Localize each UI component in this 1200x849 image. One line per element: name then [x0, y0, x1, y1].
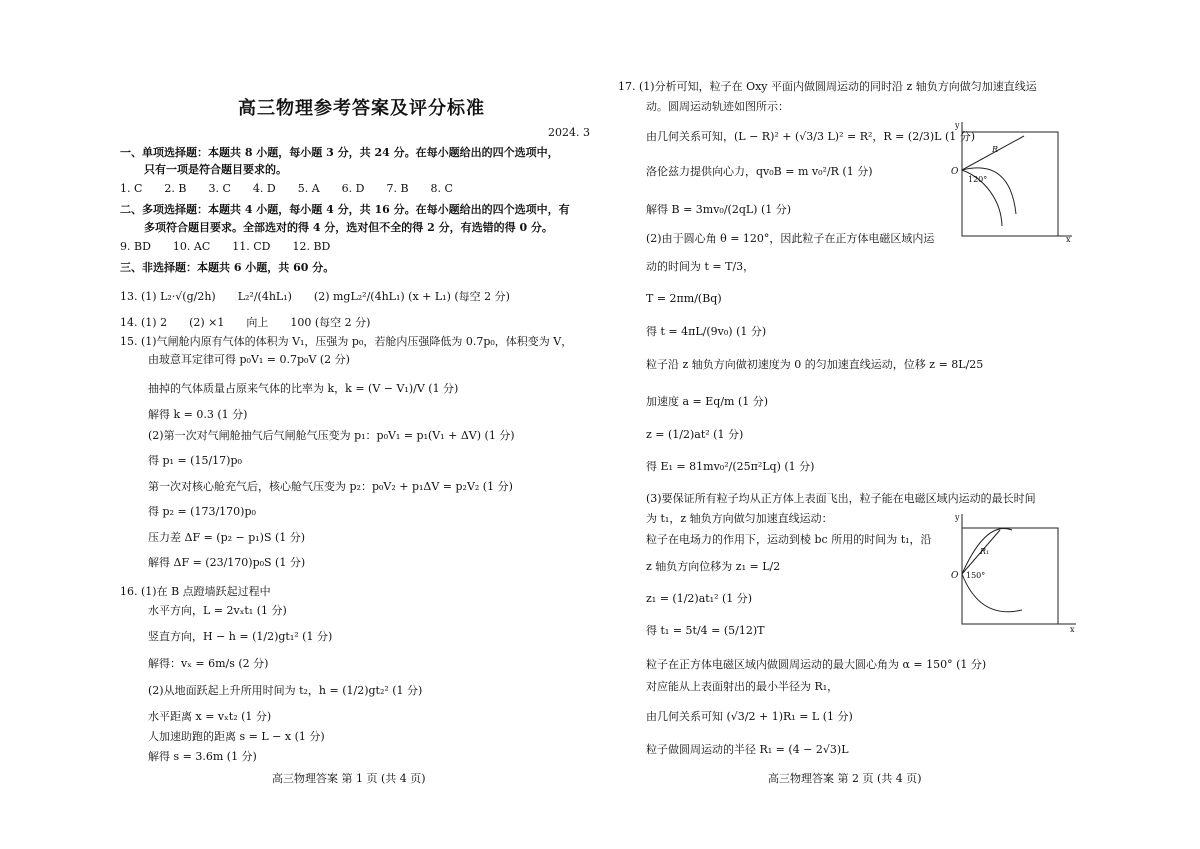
section-2-heading-cont: 多项符合题目要求。全部选对的得 4 分，选对但不全的得 2 分，有选错的得 0 分。: [144, 221, 553, 234]
q14-answer: 14. (1) 2 (2) ×1 向上 100 (每空 2 分): [120, 316, 371, 329]
q15-line-4: 解得 k = 0.3 (1 分): [148, 408, 248, 421]
fig2-origin-label: O: [951, 571, 959, 581]
fig1-radius-label: R: [992, 145, 999, 154]
q15-line-6: 得 p₁ = (15/17)p₀: [148, 454, 242, 467]
figure-120deg: [950, 118, 1076, 242]
page-footer: 高三物理答案 第 2 页 (共 4 页): [768, 772, 922, 785]
page-2: [618, 0, 1088, 849]
square-region: [962, 132, 1058, 236]
section-1-heading-cont: 只有一项是符合题目要求的。: [144, 163, 287, 176]
q15-line-9: 压力差 ΔF = (p₂ − p₁)S (1 分): [148, 531, 306, 544]
fig1-origin-label: O: [951, 167, 959, 177]
q17-line-2: 动。圆周运动轨迹如图所示：: [646, 100, 789, 113]
fig1-angle-label: 120°: [968, 175, 988, 184]
fig2-radius-label: R₁: [980, 547, 990, 556]
q16-line-4: 解得：vₓ = 6m/s (2 分): [148, 657, 269, 670]
fig2-x-label: x: [1070, 625, 1075, 634]
q17-line-1: 17. (1)分析可知，粒子在 Oxy 平面内做圆周运动的同时沿 z 轴负方向做匀加速直线运: [618, 80, 1037, 93]
section-3-heading: 三、非选择题：本题共 6 小题，共 60 分。: [120, 261, 335, 274]
fig1-y-label: y: [955, 121, 960, 130]
q17-line-3: 由几何关系可知，(L − R)² + (√3/3 L)² = R²，R = (2/3)L (1 分): [646, 130, 976, 143]
q17-line-10: 粒子沿 z 轴负方向做初速度为 0 的匀加速直线运动，位移 z = 8L/25: [646, 358, 984, 371]
q17-line-18: z₁ = (1/2)at₁² (1 分): [646, 592, 753, 605]
q16-line-6: 水平距离 x = vₓt₂ (1 分): [148, 710, 272, 723]
q17-line-9: 得 t = 4πL/(9v₀) (1 分): [646, 325, 767, 338]
q15-line-3: 抽掉的气体质量占原来气体的比率为 k，k = (V − V₁)/V (1 分): [148, 382, 459, 395]
q17-line-15: 为 t₁，z 轴负方向做匀加速直线运动：: [646, 512, 833, 525]
q16-line-1: 16. (1)在 B 点蹬墙跃起过程中: [120, 585, 271, 598]
q17-line-20: 粒子在正方体电磁区域内做圆周运动的最大圆心角为 α = 150° (1 分): [646, 658, 987, 671]
q15-line-10: 解得 ΔF = (23/170)p₀S (1 分): [148, 556, 306, 569]
page-1: [120, 0, 600, 849]
q15-line-1: 15. (1)气闸舱内原有气体的体积为 V₁，压强为 p₀，若舱内压强降低为 0.7p₀，体积变为 V，: [120, 335, 573, 348]
page-title: 高三物理参考答案及评分标准: [238, 98, 485, 119]
page-footer: 高三物理答案 第 1 页 (共 4 页): [272, 772, 426, 785]
fig2-angle-label: 150°: [966, 571, 986, 580]
q17-line-16: 粒子在电场力的作用下，运动到棱 bc 所用的时间为 t₁，沿: [646, 533, 932, 546]
fig1-x-label: x: [1066, 235, 1071, 242]
date: 2024. 3: [548, 126, 590, 139]
q16-line-2: 水平方向，L = 2vₓt₁ (1 分): [148, 604, 287, 617]
q15-line-8: 得 p₂ = (173/170)p₀: [148, 505, 256, 518]
q17-line-6: (2)由于圆心角 θ = 120°，因此粒子在正方体电磁区域内运: [646, 232, 935, 245]
figure-120deg-svg: [950, 118, 1076, 242]
q16-line-8: 解得 s = 3.6m (1 分): [148, 750, 257, 763]
q17-line-14: (3)要保证所有粒子均从正方体上表面飞出，粒子能在电磁区域内运动的最长时间: [646, 492, 1036, 505]
q17-line-5: 解得 B = 3mv₀/(2qL) (1 分): [646, 203, 792, 216]
answers-multi: 9. BD 10. AC 11. CD 12. BD: [120, 240, 331, 253]
q16-line-7: 人加速助跑的距离 s = L − x (1 分): [148, 730, 325, 743]
answers-single: 1. C 2. B 3. C 4. D 5. A 6. D 7. B 8. C: [120, 182, 453, 195]
q17-line-23: 粒子做圆周运动的半径 R₁ = (4 − 2√3)L: [646, 743, 849, 756]
q17-line-7: 动的时间为 t = T/3，: [646, 260, 755, 273]
q15-line-5: (2)第一次对气闸舱抽气后气闸舱气压变为 p₁：p₀V₁ = p₁(V₁ + ΔV) (1 分): [148, 429, 515, 442]
q17-line-12: z = (1/2)at² (1 分): [646, 428, 744, 441]
q17-line-8: T = 2πm/(Bq): [646, 292, 722, 305]
q15-line-2: 由玻意耳定律可得 p₀V₁ = 0.7p₀V (2 分): [148, 353, 350, 366]
q17-line-13: 得 E₁ = 81mv₀²/(25π²Lq) (1 分): [646, 460, 815, 473]
q17-line-19: 得 t₁ = 5t/4 = (5/12)T: [646, 624, 765, 637]
figure-150deg-svg: [950, 510, 1080, 634]
q13-answer: 13. (1) L₂·√(g/2h) L₂²/(4hL₁) (2) mgL₂²/(4hL₁) (x + L₁) (每空 2 分): [120, 290, 510, 303]
section-2-heading: 二、多项选择题：本题共 4 小题，每小题 4 分，共 16 分。在每小题给出的四个选项中，有: [120, 203, 570, 216]
q17-line-11: 加速度 a = Eq/m (1 分): [646, 395, 769, 408]
q17-line-4: 洛伦兹力提供向心力，qv₀B = m v₀²/R (1 分): [646, 165, 873, 178]
q15-line-7: 第一次对核心舱充气后，核心舱气压变为 p₂：p₀V₂ + p₁ΔV = p₂V₂ (1 分): [148, 480, 513, 493]
q17-line-17: z 轴负方向位移为 z₁ = L/2: [646, 560, 781, 573]
q16-line-5: (2)从地面跃起上升所用时间为 t₂，h = (1/2)gt₂² (1 分): [148, 684, 423, 697]
q17-line-21: 对应能从上表面射出的最小半径为 R₁，: [646, 680, 839, 693]
figure-150deg: [950, 510, 1080, 634]
q17-line-22: 由几何关系可知 (√3/2 + 1)R₁ = L (1 分): [646, 710, 853, 723]
fig2-y-label: y: [955, 513, 960, 522]
q16-line-3: 竖直方向，H − h = (1/2)gt₁² (1 分): [148, 630, 333, 643]
section-1-heading: 一、单项选择题：本题共 8 小题，每小题 3 分，共 24 分。在每小题给出的四个选项中，: [120, 146, 559, 159]
